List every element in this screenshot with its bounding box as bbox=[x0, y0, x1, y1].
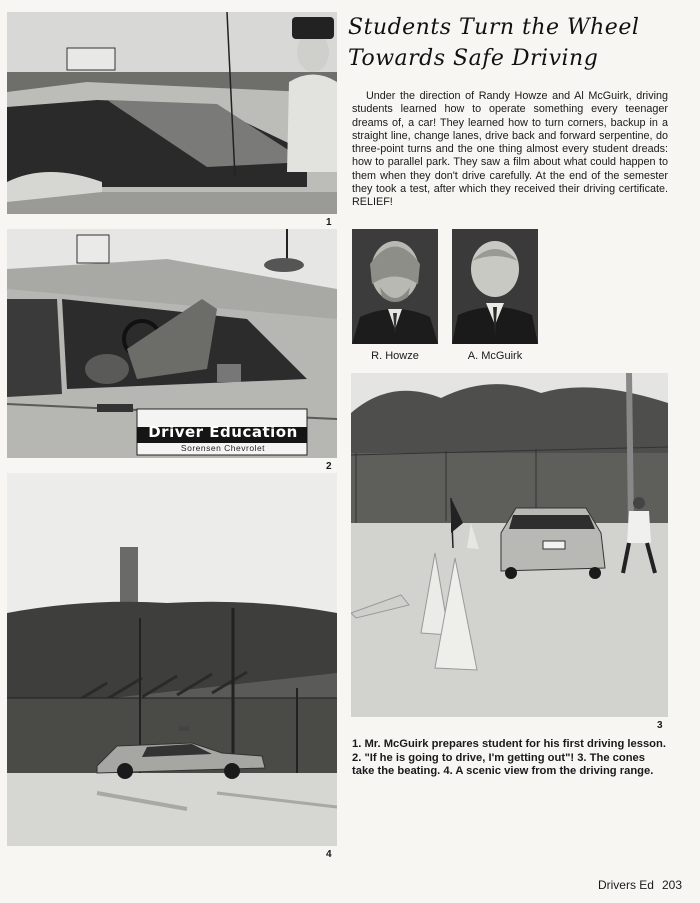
photo-1 bbox=[7, 12, 337, 214]
photo-number-1: 1 bbox=[326, 217, 332, 228]
article-title bbox=[348, 12, 688, 74]
footer-section: Drivers Ed bbox=[597, 878, 654, 892]
photo-number-4: 4 bbox=[326, 849, 332, 860]
photo-2 bbox=[7, 229, 337, 458]
photo-captions: 1. Mr. McGuirk prepares student for his first driving lesson. 2. "If he is going to drive, I'm getting out"! 3. The cones take the beating. 4. A scenic view from the driving range. bbox=[352, 738, 666, 778]
portrait-name-howze: R. Howze bbox=[371, 350, 419, 362]
photo-number-3: 3 bbox=[657, 720, 663, 731]
portrait-howze bbox=[352, 229, 438, 344]
portrait-mcguirk bbox=[452, 229, 538, 344]
article-body: Under the direction of Randy Howze and Al McGuirk, driving students learned how to operate something every teenager dreams of, a car! They learned how to turn corners, backup in a straight line, change lanes, drive back and forward serpentine, do three-point turns and the one thing almost every student dreads: how to parallel park. They saw a film about what could happen to them when they don't drive carefully. At the end of the semester they took a test, after which they received their driving certificate. RELIEF! bbox=[352, 90, 668, 209]
door-sign bbox=[140, 423, 306, 453]
page-footer bbox=[598, 878, 682, 892]
photo-3 bbox=[351, 373, 668, 717]
article-title-line-2: Towards Safe Driving bbox=[348, 46, 599, 71]
door-sign-title: Driver Education bbox=[148, 423, 298, 441]
door-sign-sponsor: Sorensen Chevrolet bbox=[180, 443, 266, 453]
photo-4 bbox=[7, 473, 337, 846]
article-title-line-1: Students Turn the Wheel bbox=[348, 15, 640, 40]
page-number: 203 bbox=[661, 878, 682, 892]
photo-number-2: 2 bbox=[326, 461, 332, 472]
portrait-name-mcguirk: A. McGuirk bbox=[467, 350, 523, 362]
